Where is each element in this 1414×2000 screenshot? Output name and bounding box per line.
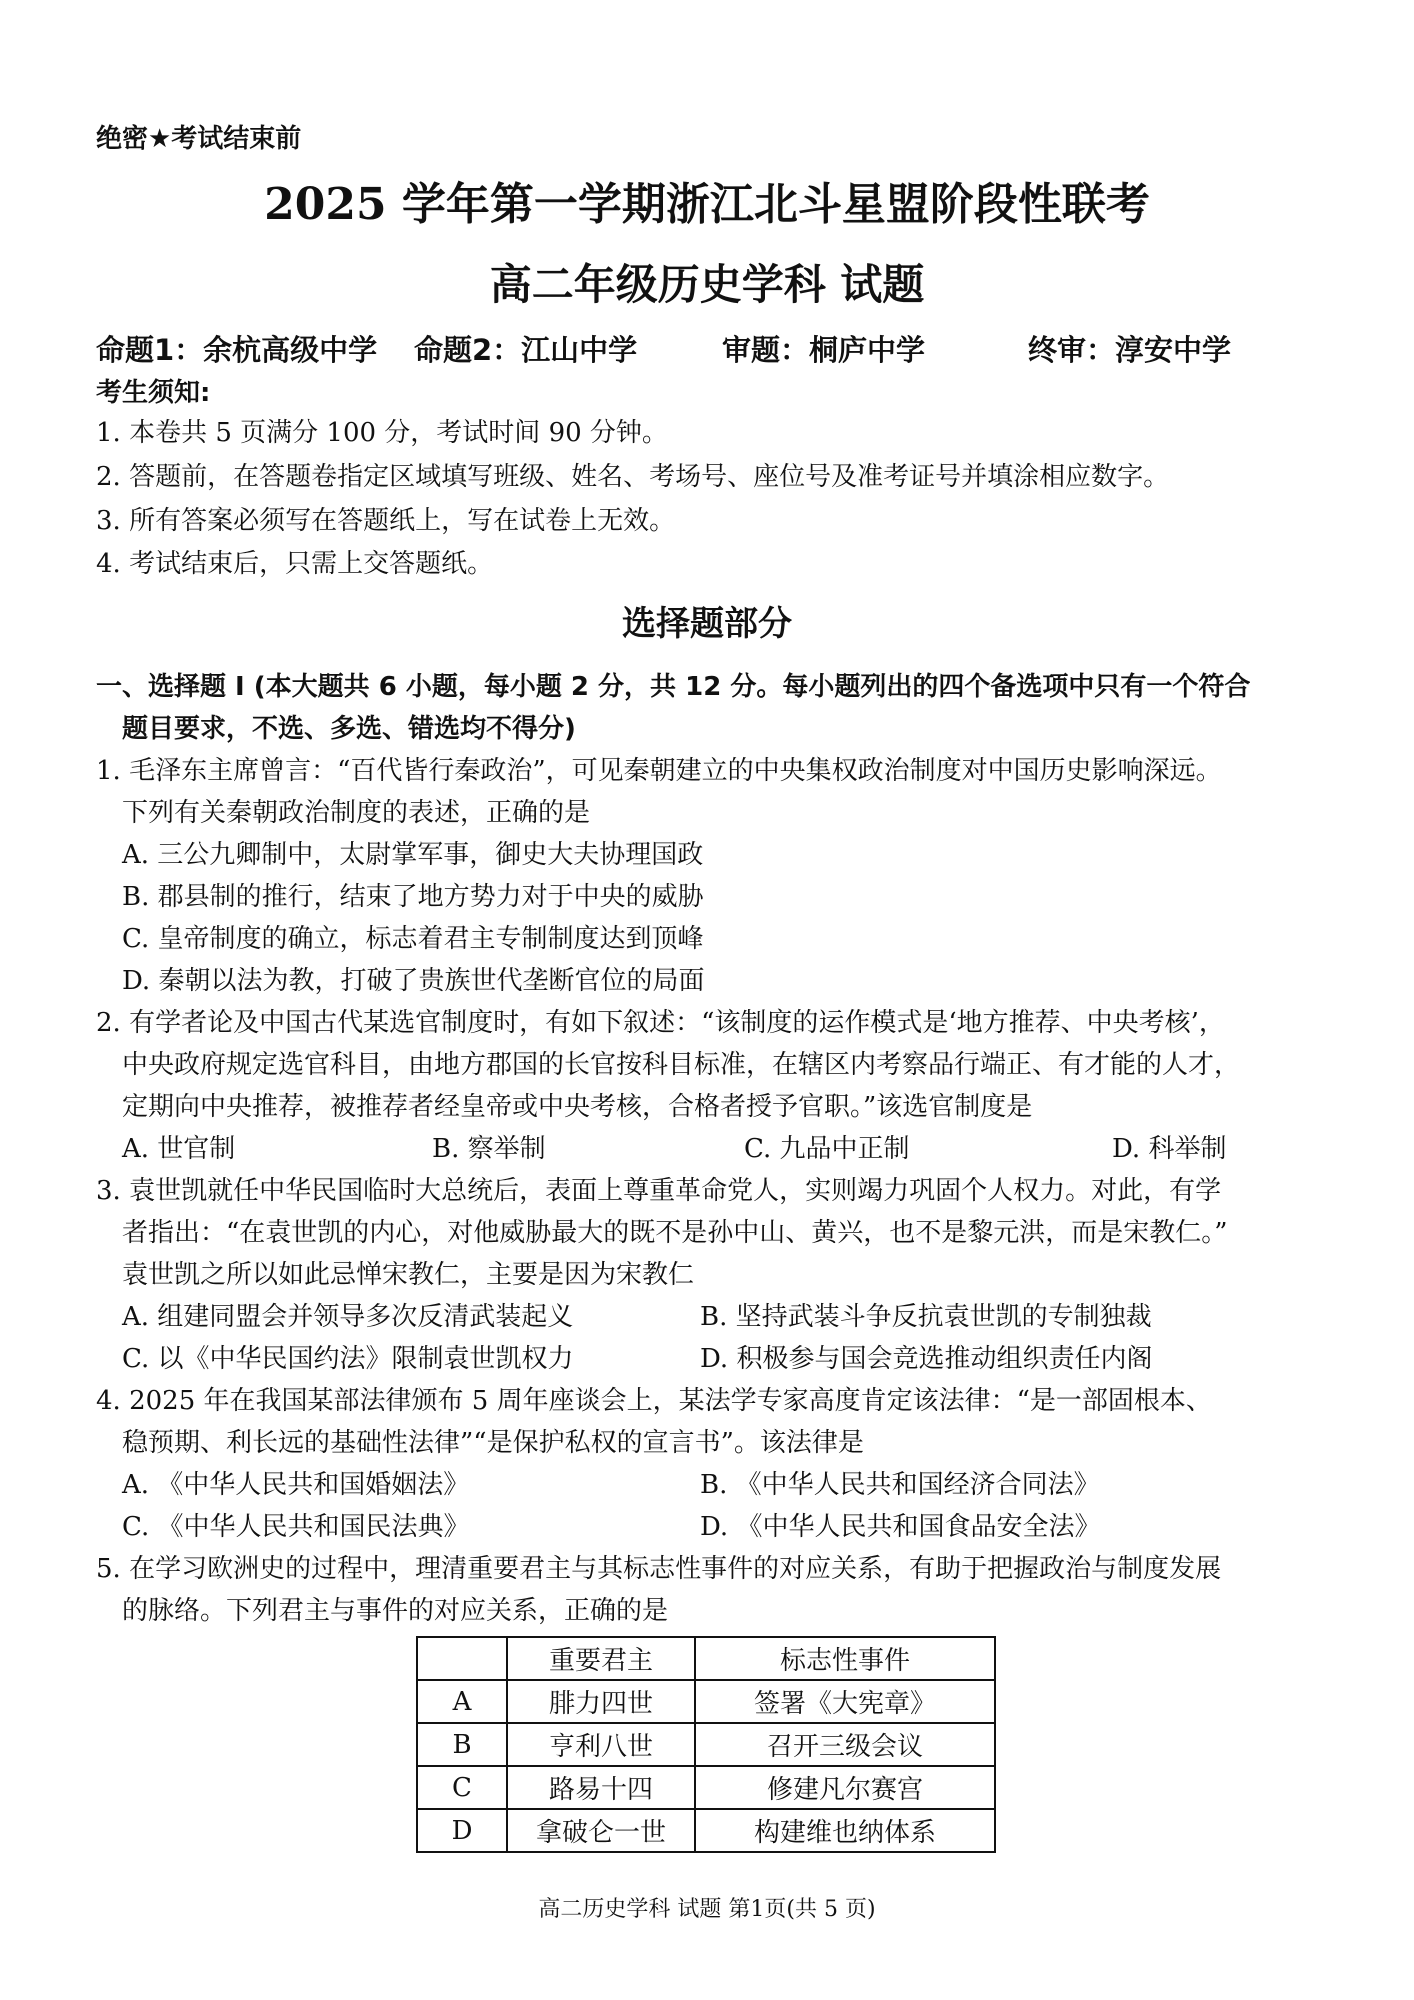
table-cell: C xyxy=(417,1766,507,1809)
question-1-text: 下列有关秦朝政治制度的表述，正确的是 xyxy=(122,798,591,828)
question-1-text: 1. 毛泽东主席曾言：“百代皆行秦政治”，可见秦朝建立的中央集权政治制度对中国历史影响深远。 xyxy=(96,756,1222,786)
exam-title: 2025 学年第一学期浙江北斗星盟阶段性联考 xyxy=(264,179,1150,230)
question-2-text: 2. 有学者论及中国古代某选官制度时，有如下叙述：“该制度的运作模式是‘地方推荐、中央考核’， xyxy=(96,1008,1225,1038)
question-5-text: 的脉络。下列君主与事件的对应关系，正确的是 xyxy=(122,1596,669,1626)
question-4-text: 4. 2025 年在我国某部法律颁布 5 周年座谈会上，某法学专家高度肯定该法律：“是一部固根本、 xyxy=(96,1386,1212,1416)
table-cell: 签署《大宪章》 xyxy=(695,1680,995,1723)
table-cell: 腓力四世 xyxy=(507,1680,695,1723)
notice-item: 3. 所有答案必须写在答题纸上，写在试卷上无效。 xyxy=(96,506,676,536)
question-4-option-b: B. 《中华人民共和国经济合同法》 xyxy=(700,1470,1100,1500)
table-cell: 构建维也纳体系 xyxy=(695,1809,995,1852)
question-1-option-d: D. 秦朝以法为教，打破了贵族世代垄断官位的局面 xyxy=(122,966,705,996)
question-3-text: 袁世凯之所以如此忌惮宋教仁，主要是因为宋教仁 xyxy=(122,1260,695,1290)
table-row xyxy=(417,1809,995,1852)
notice-item: 4. 考试结束后，只需上交答题纸。 xyxy=(96,549,494,579)
question-1-option-b: B. 郡县制的推行，结束了地方势力对于中央的威胁 xyxy=(122,882,704,912)
author-1: 命题1：余杭高级中学 xyxy=(96,333,378,367)
question-5-text: 5. 在学习欧洲史的过程中，理清重要君主与其标志性事件的对应关系，有助于把握政治与制度发展 xyxy=(96,1554,1222,1584)
table-cell: 路易十四 xyxy=(507,1766,695,1809)
author-2: 命题2：江山中学 xyxy=(414,333,638,367)
part-header-continued: 题目要求，不选、多选、错选均不得分) xyxy=(122,714,576,744)
notice-item: 1. 本卷共 5 页满分 100 分，考试时间 90 分钟。 xyxy=(96,418,668,448)
question-4-option-c: C. 《中华人民共和国民法典》 xyxy=(122,1512,470,1542)
table-cell: B xyxy=(417,1723,507,1766)
monarch-events-table xyxy=(416,1636,996,1853)
question-2-option-d: D. 科举制 xyxy=(1112,1134,1227,1164)
table-cell: 拿破仑一世 xyxy=(507,1809,695,1852)
table-row xyxy=(417,1766,995,1809)
part-header: 一、选择题 I (本大题共 6 小题，每小题 2 分，共 12 分。每小题列出的四个备选项中只有一个符合 xyxy=(96,672,1251,702)
notice-title: 考生须知: xyxy=(96,378,211,408)
question-1-option-c: C. 皇帝制度的确立，标志着君主专制制度达到顶峰 xyxy=(122,924,704,954)
exam-subtitle: 高二年级历史学科 试题 xyxy=(489,260,925,309)
question-2-text: 中央政府规定选官科目，由地方郡国的长官按科目标准，在辖区内考察品行端正、有才能的人才， xyxy=(122,1050,1241,1080)
table-row xyxy=(417,1680,995,1723)
question-3-option-a: A. 组建同盟会并领导多次反清武装起义 xyxy=(122,1302,574,1332)
final-reviewer: 终审：淳安中学 xyxy=(1028,333,1232,367)
table-cell: 亨利八世 xyxy=(507,1723,695,1766)
table-header-row xyxy=(417,1637,995,1680)
table-cell: 修建凡尔赛宫 xyxy=(695,1766,995,1809)
question-3-option-c: C. 以《中华民国约法》限制袁世凯权力 xyxy=(122,1344,574,1374)
question-2-option-b: B. 察举制 xyxy=(432,1134,546,1164)
table-header-cell: 重要君主 xyxy=(507,1637,695,1680)
confidential-mark: 绝密★考试结束前 xyxy=(96,124,302,154)
question-3-text: 者指出：“在袁世凯的内心，对他威胁最大的既不是孙中山、黄兴，也不是黎元洪，而是宋教仁。” xyxy=(122,1218,1228,1248)
question-2-option-c: C. 九品中正制 xyxy=(744,1134,910,1164)
table-cell: 召开三级会议 xyxy=(695,1723,995,1766)
section-title: 选择题部分 xyxy=(622,604,792,644)
question-3-text: 3. 袁世凯就任中华民国临时大总统后，表面上尊重革命党人，实则竭力巩固个人权力。对此，有学 xyxy=(96,1176,1222,1206)
notice-item: 2. 答题前，在答题卷指定区域填写班级、姓名、考场号、座位号及准考证号并填涂相应数字。 xyxy=(96,462,1170,492)
question-4-option-d: D. 《中华人民共和国食品安全法》 xyxy=(700,1512,1101,1542)
table-cell: A xyxy=(417,1680,507,1723)
question-2-text: 定期向中央推荐，被推荐者经皇帝或中央考核，合格者授予官职。”该选官制度是 xyxy=(122,1092,1033,1122)
table-row xyxy=(417,1723,995,1766)
question-1-option-a: A. 三公九卿制中，太尉掌军事，御史大夫协理国政 xyxy=(122,840,704,870)
page-footer: 高二历史学科 试题 第1页(共 5 页) xyxy=(538,1897,876,1922)
table-header-cell: 标志性事件 xyxy=(695,1637,995,1680)
table-cell: D xyxy=(417,1809,507,1852)
question-2-option-a: A. 世官制 xyxy=(122,1134,236,1164)
question-3-option-b: B. 坚持武装斗争反抗袁世凯的专制独裁 xyxy=(700,1302,1152,1332)
reviewer: 审题：桐庐中学 xyxy=(722,333,926,367)
question-4-text: 稳预期、利长远的基础性法律”“是保护私权的宣言书”。该法律是 xyxy=(122,1428,864,1458)
table-header-cell xyxy=(417,1637,507,1680)
question-3-option-d: D. 积极参与国会竞选推动组织责任内阁 xyxy=(700,1344,1153,1374)
question-4-option-a: A. 《中华人民共和国婚姻法》 xyxy=(122,1470,470,1500)
